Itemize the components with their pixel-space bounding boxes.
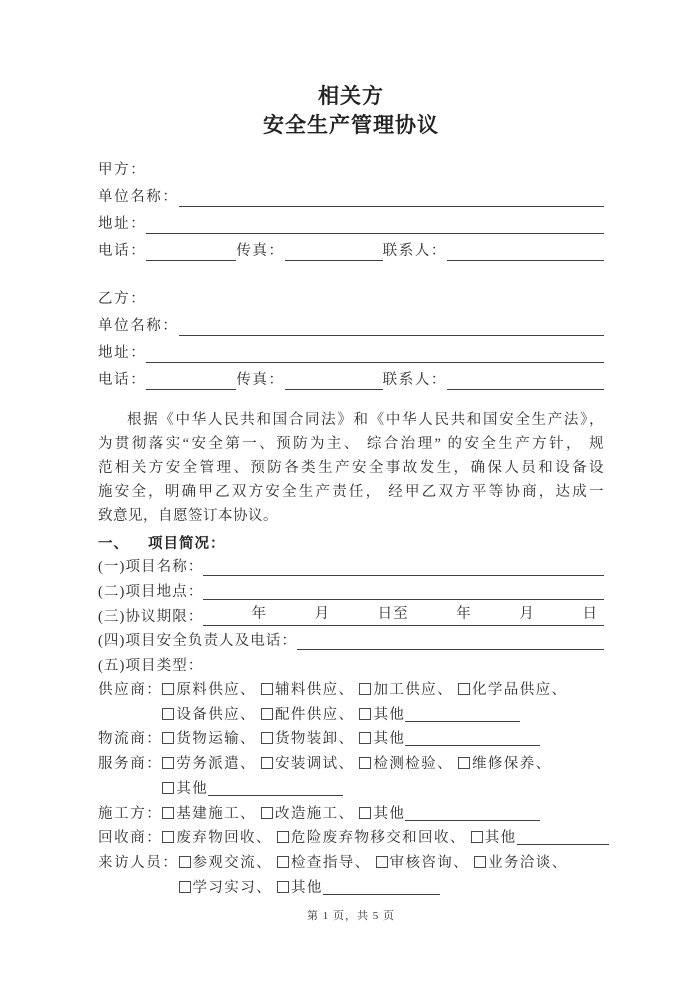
checkbox-testing-inspection-icon[interactable] (359, 757, 371, 769)
document-title (98, 82, 604, 140)
supplier-options-line-1 (162, 678, 604, 703)
option-label: 业务洽谈、 (488, 854, 568, 871)
visitor-options-line-1 (179, 851, 605, 876)
option-label: 原料供应、 (176, 682, 256, 698)
agreement-period-row (98, 604, 604, 629)
supplier-other-blank[interactable] (405, 708, 520, 722)
recycle-options-line-1 (162, 826, 608, 851)
visitor-options (179, 851, 605, 900)
checkbox-parts-supply-icon[interactable] (261, 708, 273, 720)
project-location-label: (二)项目地点： (98, 583, 204, 600)
contact-label: 联系人： (382, 243, 448, 259)
option-label: 货物运输、 (176, 731, 256, 748)
recycle-group (98, 826, 604, 851)
checkbox-infrastructure-construction-icon[interactable] (162, 807, 174, 819)
phone-label: 电话： (98, 243, 147, 259)
checkbox-service-other-icon[interactable] (162, 782, 174, 794)
checkbox-chemical-supply-icon[interactable] (458, 683, 470, 695)
address-label: 地址： (98, 345, 147, 361)
party-b-address-blank[interactable] (146, 362, 604, 363)
logistics-other-blank[interactable] (405, 732, 540, 746)
unit-name-label: 单位名称： (98, 189, 179, 205)
checkbox-equipment-supply-icon[interactable] (162, 708, 174, 720)
option-label: 设备供应、 (176, 706, 256, 723)
date-unit-start-month: 月 (314, 606, 331, 622)
supplier-label: 供应商： (98, 682, 163, 698)
project-name-blank[interactable] (203, 575, 604, 576)
party-a-unit-name-blank[interactable] (179, 206, 605, 207)
party-b-contact-blank[interactable] (447, 389, 604, 390)
option-label: 货物装卸、 (274, 731, 355, 748)
checkbox-inspection-guidance-icon[interactable] (277, 856, 289, 868)
checkbox-supplier-other-icon[interactable] (359, 708, 371, 720)
visitor-other-blank[interactable] (323, 881, 440, 895)
fax-label: 传真： (236, 372, 285, 388)
party-a-phone-row (98, 238, 604, 265)
party-a-section (98, 157, 604, 265)
party-a-address-blank[interactable] (146, 233, 604, 234)
visitor-options-line-2 (179, 876, 605, 901)
option-label: 其他 (373, 731, 406, 748)
unit-name-label: 单位名称： (98, 318, 179, 334)
safety-manager-blank[interactable] (297, 649, 604, 650)
option-label: 化学品供应、 (472, 682, 568, 698)
party-a-contact-blank[interactable] (447, 260, 604, 261)
section1-heading (98, 533, 604, 555)
recycle-other-blank[interactable] (517, 831, 609, 845)
project-location-row (98, 580, 604, 605)
checkbox-maintenance-icon[interactable] (458, 757, 470, 769)
option-label: 基建施工、 (176, 805, 256, 822)
option-label: 其他 (373, 706, 406, 723)
construction-other-blank[interactable] (405, 807, 540, 821)
intro-line: 施安全，明确甲乙双方安全生产责任， 经甲乙双方平等协商，达成一 (98, 484, 604, 500)
checkbox-construction-other-icon[interactable] (359, 807, 371, 819)
logistics-options-line-1 (162, 727, 604, 752)
checkbox-auxiliary-material-supply-icon[interactable] (261, 683, 273, 695)
safety-manager-row (98, 629, 604, 654)
checkbox-logistics-other-icon[interactable] (359, 732, 371, 744)
party-b-section (98, 286, 604, 394)
checkbox-hazardous-waste-transfer-icon[interactable] (277, 831, 289, 843)
project-location-blank[interactable] (203, 599, 604, 600)
party-a-address-row (98, 211, 604, 238)
party-a-phone-blank[interactable] (146, 260, 236, 261)
supplier-options (162, 678, 604, 727)
option-label: 加工供应、 (373, 682, 453, 698)
construction-options-line-1 (162, 802, 604, 827)
option-label: 安装调试、 (274, 756, 355, 773)
logistics-options (162, 727, 604, 752)
service-label: 服务商： (98, 756, 163, 773)
section1-items (98, 555, 604, 678)
address-label: 地址： (98, 216, 147, 232)
option-label: 检测检验、 (373, 756, 453, 773)
option-label: 劳务派遣、 (176, 756, 256, 773)
project-name-label: (一)项目名称： (98, 559, 204, 575)
checkbox-business-negotiation-icon[interactable] (474, 856, 486, 868)
intro-line: 致意见，自愿签订本协议。 (98, 508, 278, 524)
date-unit-end-year: 年 (456, 606, 472, 622)
logistics-group (98, 727, 604, 752)
checkbox-processing-supply-icon[interactable] (359, 683, 371, 695)
checkbox-cargo-transport-icon[interactable] (162, 732, 174, 744)
option-label: 其他 (484, 830, 517, 847)
party-a-heading-row (98, 157, 604, 184)
contact-label: 联系人： (382, 372, 448, 388)
option-label: 废弃物回收、 (176, 830, 272, 847)
option-label: 学习实习、 (192, 879, 272, 896)
checkbox-study-internship-icon[interactable] (179, 881, 191, 893)
phone-label: 电话： (98, 372, 147, 388)
option-label: 其他 (176, 780, 209, 797)
option-label: 检查指导、 (291, 854, 371, 871)
construction-label: 施工方： (98, 805, 163, 822)
party-b-heading: 乙方： (98, 291, 147, 307)
checkbox-recycle-other-icon[interactable] (471, 831, 483, 843)
option-label: 审核咨询、 (389, 854, 470, 871)
option-label: 配件供应、 (274, 706, 355, 723)
option-label: 维修保养、 (472, 756, 552, 773)
recycle-label: 回收商： (98, 830, 163, 847)
date-unit-start-day-to: 日至 (377, 606, 409, 622)
title-line-2: 安全生产管理协议 (263, 114, 439, 137)
safety-manager-label: (四)项目安全负责人及电话： (98, 633, 298, 649)
checkbox-visit-exchange-icon[interactable] (179, 856, 191, 868)
intro-paragraph (98, 408, 604, 528)
section1-title: 项目简况： (148, 536, 226, 552)
option-label: 改造施工、 (274, 805, 355, 822)
party-b-phone-blank[interactable] (146, 389, 236, 390)
checkbox-raw-material-supply-icon[interactable] (162, 683, 174, 695)
service-options-line-2 (162, 777, 604, 802)
service-group (98, 752, 604, 801)
logistics-label: 物流商： (98, 731, 163, 748)
party-b-unit-name-row (98, 313, 604, 340)
date-unit-end-day: 日 (582, 606, 598, 622)
checkbox-labor-dispatch-icon[interactable] (162, 757, 174, 769)
visitor-group (98, 851, 604, 900)
party-b-fax-blank[interactable] (285, 389, 383, 390)
checkbox-cargo-loading-icon[interactable] (261, 732, 273, 744)
option-label: 辅料供应、 (274, 682, 355, 698)
service-options (162, 752, 604, 801)
party-a-heading: 甲方： (98, 162, 147, 178)
date-unit-end-month: 月 (519, 606, 535, 622)
checkbox-waste-recycling-icon[interactable] (162, 831, 174, 843)
checkbox-installation-debugging-icon[interactable] (261, 757, 273, 769)
checkbox-visitor-other-icon[interactable] (277, 881, 289, 893)
party-a-fax-blank[interactable] (285, 260, 383, 261)
party-b-address-row (98, 340, 604, 367)
project-type-row (98, 654, 604, 679)
option-label: 其他 (373, 805, 406, 822)
checkbox-audit-consulting-icon[interactable] (376, 856, 388, 868)
construction-options (162, 802, 604, 827)
agreement-period-blank[interactable] (203, 604, 604, 626)
service-options-line-1 (162, 752, 604, 777)
party-b-unit-name-blank[interactable] (179, 335, 605, 336)
section1-number: 一、 (98, 536, 129, 552)
intro-line: 范相关方安全管理、预防各类生产安全事故发生，确保人员和设备设 (98, 460, 604, 476)
fax-label: 传真： (236, 243, 285, 259)
project-type-groups (98, 678, 604, 900)
date-unit-start-year: 年 (251, 606, 267, 622)
project-type-label: (五)项目类型： (98, 657, 204, 674)
party-a-unit-name-row (98, 184, 604, 211)
option-label: 危险废弃物移交和回收、 (290, 830, 466, 847)
title-line-1: 相关方 (318, 85, 384, 108)
option-label: 参观交流、 (192, 854, 272, 871)
intro-line: 为贯彻落实“安全第一、预防为主、 综合治理” 的安全生产方针， 规 (98, 436, 604, 452)
construction-group (98, 802, 604, 827)
visitor-label: 来访人员： (98, 854, 179, 871)
party-b-phone-row (98, 367, 604, 394)
service-other-blank[interactable] (208, 782, 343, 796)
supplier-group (98, 678, 604, 727)
agreement-period-label: (三)协议期限： (98, 608, 204, 625)
page-number-footer: 第 1 页，共 5 页 (307, 910, 395, 923)
supplier-options-line-2 (162, 703, 604, 728)
checkbox-renovation-construction-icon[interactable] (261, 807, 273, 819)
project-name-row (98, 555, 604, 580)
option-label: 其他 (291, 879, 323, 896)
intro-line: 根据《中华人民共和国合同法》和《中华人民共和国安全生产法》， (127, 412, 604, 428)
recycle-options (162, 826, 608, 851)
party-b-heading-row (98, 286, 604, 313)
